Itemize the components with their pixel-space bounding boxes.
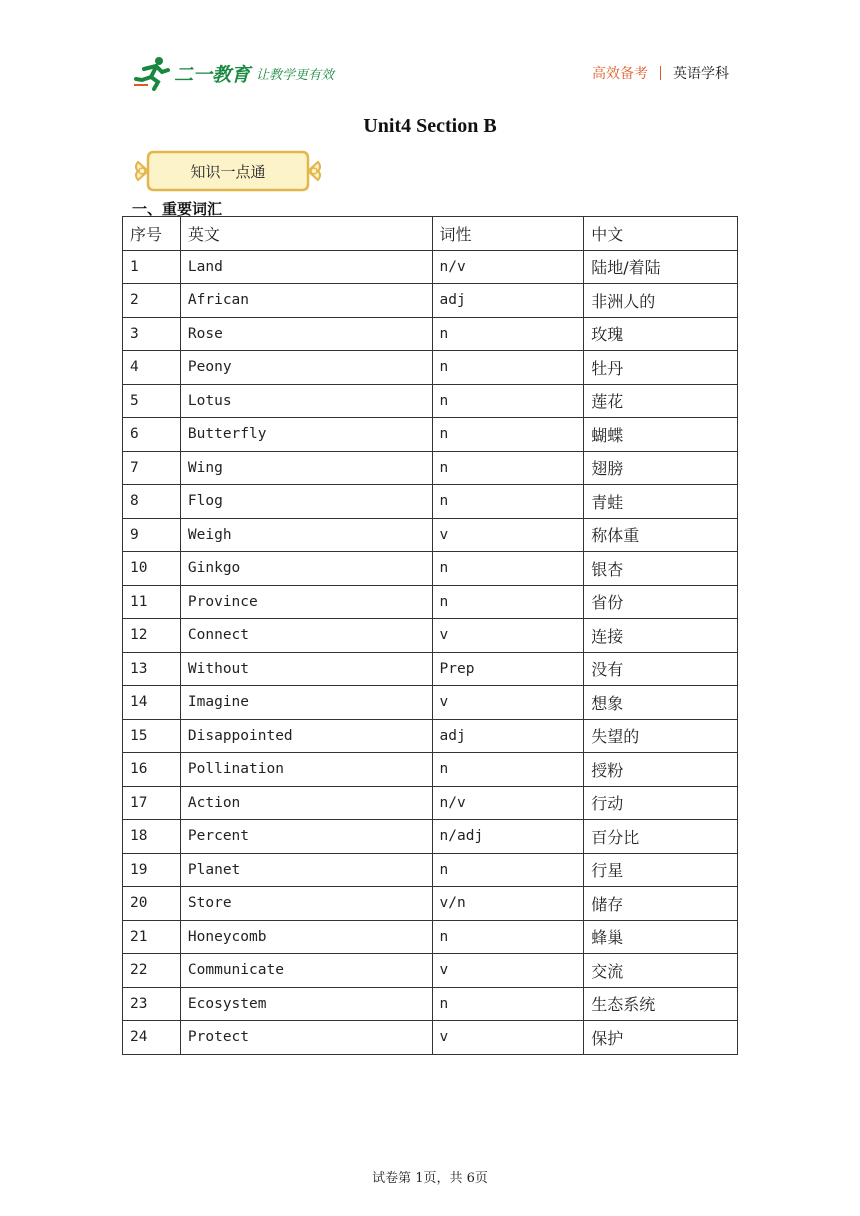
col-header-english: 英文 bbox=[180, 217, 432, 251]
page-title: Unit4 Section B bbox=[363, 115, 497, 137]
cell-pos: n bbox=[432, 987, 584, 1021]
cell-number: 17 bbox=[123, 786, 181, 820]
table-row bbox=[123, 920, 738, 954]
cell-chinese: 百分比 bbox=[584, 820, 738, 854]
cell-english: African bbox=[180, 284, 432, 318]
table-row bbox=[123, 451, 738, 485]
col-header-chinese: 中文 bbox=[584, 217, 738, 251]
table-row bbox=[123, 619, 738, 653]
cell-english: Imagine bbox=[180, 686, 432, 720]
cell-pos: n/adj bbox=[432, 820, 584, 854]
cell-chinese: 蝴蝶 bbox=[584, 418, 738, 452]
cell-pos: n bbox=[432, 552, 584, 586]
cell-english: Rose bbox=[180, 317, 432, 351]
cell-number: 1 bbox=[123, 250, 181, 284]
cell-pos: v/n bbox=[432, 887, 584, 921]
cell-english: Province bbox=[180, 585, 432, 619]
cell-number: 4 bbox=[123, 351, 181, 385]
cell-number: 21 bbox=[123, 920, 181, 954]
cell-english: Action bbox=[180, 786, 432, 820]
cell-pos: n bbox=[432, 920, 584, 954]
cell-number: 12 bbox=[123, 619, 181, 653]
table-row bbox=[123, 552, 738, 586]
cell-english: Flog bbox=[180, 485, 432, 519]
cell-english: Honeycomb bbox=[180, 920, 432, 954]
cell-pos: adj bbox=[432, 719, 584, 753]
cell-number: 10 bbox=[123, 552, 181, 586]
cell-chinese: 想象 bbox=[584, 686, 738, 720]
cell-english: Disappointed bbox=[180, 719, 432, 753]
cell-english: Land bbox=[180, 250, 432, 284]
cell-chinese: 授粉 bbox=[584, 753, 738, 787]
table-row bbox=[123, 485, 738, 519]
cell-pos: n/v bbox=[432, 786, 584, 820]
cell-chinese: 玫瑰 bbox=[584, 317, 738, 351]
brand-slogan: 让教学更有效 bbox=[256, 67, 335, 83]
table-row bbox=[123, 786, 738, 820]
cell-number: 18 bbox=[123, 820, 181, 854]
table-row bbox=[123, 753, 738, 787]
cell-english: Ginkgo bbox=[180, 552, 432, 586]
cell-english: Ecosystem bbox=[180, 987, 432, 1021]
cell-number: 9 bbox=[123, 518, 181, 552]
cell-pos: Prep bbox=[432, 652, 584, 686]
cell-english: Wing bbox=[180, 451, 432, 485]
subject-tag: 英语学科 bbox=[673, 66, 729, 82]
cell-chinese: 银杏 bbox=[584, 552, 738, 586]
cell-chinese: 生态系统 bbox=[584, 987, 738, 1021]
cell-number: 6 bbox=[123, 418, 181, 452]
vocabulary-table bbox=[122, 216, 738, 1055]
cell-number: 8 bbox=[123, 485, 181, 519]
cell-number: 13 bbox=[123, 652, 181, 686]
cell-chinese: 称体重 bbox=[584, 518, 738, 552]
brand-logo bbox=[132, 54, 337, 92]
page-footer: 试卷第 1页，共 6页 bbox=[372, 1171, 488, 1186]
cell-chinese: 省份 bbox=[584, 585, 738, 619]
cell-chinese: 行动 bbox=[584, 786, 738, 820]
cell-chinese: 行星 bbox=[584, 853, 738, 887]
brand-name: 二一教育 bbox=[174, 63, 251, 86]
cell-english: Store bbox=[180, 887, 432, 921]
table-row bbox=[123, 585, 738, 619]
cell-chinese: 没有 bbox=[584, 652, 738, 686]
table-row bbox=[123, 853, 738, 887]
table-row bbox=[123, 652, 738, 686]
cell-pos: v bbox=[432, 954, 584, 988]
cell-english: Pollination bbox=[180, 753, 432, 787]
exam-tag: 高效备考 bbox=[592, 66, 648, 82]
cell-chinese: 失望的 bbox=[584, 719, 738, 753]
cell-number: 3 bbox=[123, 317, 181, 351]
cell-chinese: 保护 bbox=[584, 1021, 738, 1055]
cell-number: 7 bbox=[123, 451, 181, 485]
cell-number: 22 bbox=[123, 954, 181, 988]
cell-english: Lotus bbox=[180, 384, 432, 418]
cell-chinese: 翅膀 bbox=[584, 451, 738, 485]
cell-number: 2 bbox=[123, 284, 181, 318]
cell-number: 5 bbox=[123, 384, 181, 418]
cell-chinese: 陆地/着陆 bbox=[584, 250, 738, 284]
cell-pos: n bbox=[432, 585, 584, 619]
cell-pos: v bbox=[432, 619, 584, 653]
cell-chinese: 莲花 bbox=[584, 384, 738, 418]
cell-chinese: 连接 bbox=[584, 619, 738, 653]
cell-pos: n bbox=[432, 451, 584, 485]
cell-chinese: 非洲人的 bbox=[584, 284, 738, 318]
cell-english: Protect bbox=[180, 1021, 432, 1055]
table-row bbox=[123, 418, 738, 452]
cell-pos: n bbox=[432, 485, 584, 519]
table-row bbox=[123, 686, 738, 720]
cell-number: 23 bbox=[123, 987, 181, 1021]
cell-chinese: 牡丹 bbox=[584, 351, 738, 385]
table-row bbox=[123, 719, 738, 753]
section-banner bbox=[132, 148, 324, 194]
cell-english: Without bbox=[180, 652, 432, 686]
table-row bbox=[123, 250, 738, 284]
cell-pos: v bbox=[432, 686, 584, 720]
cell-english: Percent bbox=[180, 820, 432, 854]
cell-number: 11 bbox=[123, 585, 181, 619]
cell-english: Peony bbox=[180, 351, 432, 385]
cell-english: Connect bbox=[180, 619, 432, 653]
table-row bbox=[123, 518, 738, 552]
cell-pos: n bbox=[432, 418, 584, 452]
col-header-pos: 词性 bbox=[432, 217, 584, 251]
tag-divider bbox=[660, 66, 661, 80]
cell-english: Butterfly bbox=[180, 418, 432, 452]
cell-pos: adj bbox=[432, 284, 584, 318]
table-header-row bbox=[123, 217, 738, 251]
cell-number: 19 bbox=[123, 853, 181, 887]
runner-logo-icon bbox=[132, 55, 172, 91]
cell-number: 20 bbox=[123, 887, 181, 921]
col-header-number: 序号 bbox=[123, 217, 181, 251]
cell-chinese: 储存 bbox=[584, 887, 738, 921]
cell-pos: v bbox=[432, 1021, 584, 1055]
table-row bbox=[123, 820, 738, 854]
cell-number: 16 bbox=[123, 753, 181, 787]
cell-chinese: 交流 bbox=[584, 954, 738, 988]
cell-pos: n bbox=[432, 753, 584, 787]
cell-pos: v bbox=[432, 518, 584, 552]
cell-pos: n bbox=[432, 384, 584, 418]
cell-number: 14 bbox=[123, 686, 181, 720]
table-row bbox=[123, 987, 738, 1021]
table-row bbox=[123, 351, 738, 385]
cell-pos: n bbox=[432, 317, 584, 351]
cell-number: 15 bbox=[123, 719, 181, 753]
cell-english: Weigh bbox=[180, 518, 432, 552]
table-row bbox=[123, 317, 738, 351]
banner-label: 知识一点通 bbox=[190, 162, 266, 181]
header-tags bbox=[592, 63, 729, 83]
cell-english: Communicate bbox=[180, 954, 432, 988]
table-row bbox=[123, 284, 738, 318]
table-row bbox=[123, 887, 738, 921]
table-row bbox=[123, 954, 738, 988]
table-row bbox=[123, 384, 738, 418]
section-heading: 一、重要词汇 bbox=[132, 200, 223, 218]
cell-pos: n bbox=[432, 853, 584, 887]
cell-number: 24 bbox=[123, 1021, 181, 1055]
cell-english: Planet bbox=[180, 853, 432, 887]
cell-pos: n bbox=[432, 351, 584, 385]
cell-chinese: 蜂巢 bbox=[584, 920, 738, 954]
cell-pos: n/v bbox=[432, 250, 584, 284]
table-row bbox=[123, 1021, 738, 1055]
cell-chinese: 青蛙 bbox=[584, 485, 738, 519]
